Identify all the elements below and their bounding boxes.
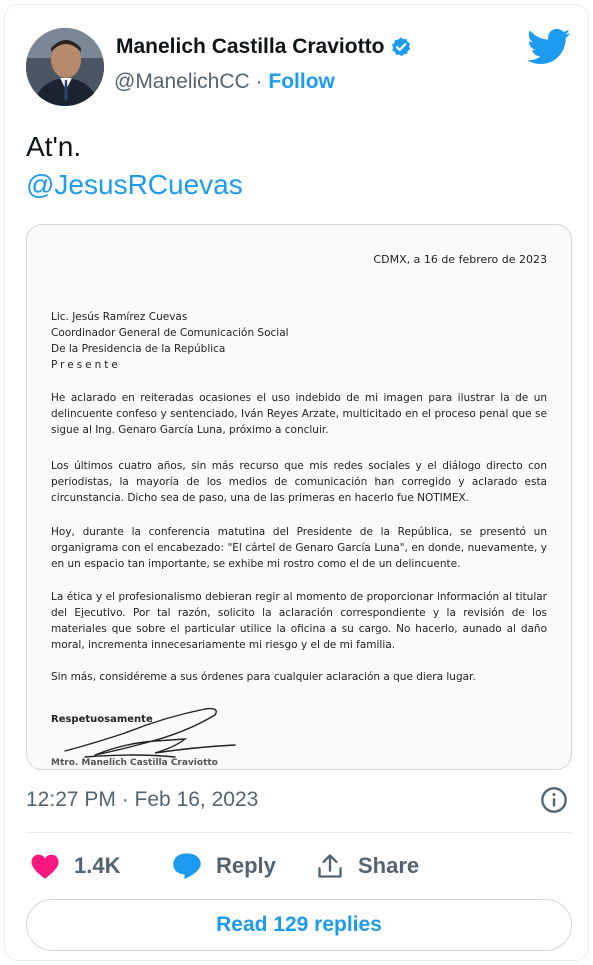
addressee-org: De la Presidencia de la República xyxy=(51,343,226,355)
reply-button[interactable] xyxy=(172,852,276,880)
letter-paragraph: He aclarado en reiteradas ocasiones el uso indebido de mi imagen para ilustrar la de un delincuente confeso y sentenciado, Iván Reyes Arzate, multicitado en el proceso penal que se sigue al Ing. Genaro García Luna, próximo a concluir. xyxy=(51,392,547,436)
share-label: Share xyxy=(358,853,420,878)
addressee-greeting: Presente xyxy=(51,359,121,371)
share-button[interactable] xyxy=(316,852,419,880)
mention-link[interactable]: @JesusRCuevas xyxy=(26,169,243,200)
letter-paragraph: La ética y el profesionalismo debieran regir al momento de proporcionar información al titular del Ejecutivo. Por tal razón, solicito la aclaración correspondiente y la revisión de los materiales que sobre el particular utilice la oficina a su cargo. No hacerlo, aunado al daño moral, incrementa innecesariamente mi riesgo y el de mi familia. xyxy=(51,591,547,651)
verified-badge-icon xyxy=(390,36,412,58)
addressee-name: Lic. Jesús Ramírez Cuevas xyxy=(51,311,188,323)
letter-closing: Respetuosamente xyxy=(51,714,153,725)
tweet-text-line: At'n. xyxy=(26,131,82,162)
speech-bubble-icon xyxy=(172,852,202,880)
letter-document xyxy=(27,225,571,769)
author-name[interactable]: Manelich Castilla Craviotto xyxy=(116,35,385,58)
tweet-media-image[interactable] xyxy=(26,224,572,770)
like-button[interactable] xyxy=(30,853,120,880)
author-handle[interactable]: @ManelichCC xyxy=(114,70,250,93)
addressee-title: Coordinador General de Comunicación Social xyxy=(51,327,289,339)
follow-button[interactable]: Follow xyxy=(268,70,335,93)
twitter-bird-icon[interactable] xyxy=(527,28,571,66)
handwritten-signature xyxy=(55,703,245,763)
heart-icon xyxy=(30,853,60,880)
letter-paragraph: Los últimos cuatro años, sin más recurso que mis redes sociales y el diálogo directo con periodistas, la mayoría de los medios de comunicación han corregido y aclarado esta circunstancia. Dicho sea de paso, una de las primeras en hacerlo fue NOTIMEX. xyxy=(51,460,547,504)
read-replies-button[interactable]: Read 129 replies xyxy=(26,899,572,951)
share-upload-icon xyxy=(316,852,344,880)
letter-paragraph: Hoy, durante la conferencia matutina del Presidente de la República, se presentó un organigrama con el encabezado: "El cártel de Genaro García Luna", en donde, nuevamente, y en un espacio tan importante, se exhibe mi rostro como el de un delincuente. xyxy=(51,526,547,570)
letter-addressee xyxy=(51,309,289,373)
letter-paragraph: Sin más, considéreme a sus órdenes para cualquier aclaración a que diera lugar. xyxy=(51,671,476,683)
avatar-image xyxy=(26,28,104,106)
info-icon[interactable] xyxy=(540,786,568,814)
like-count: 1.4K xyxy=(74,853,121,878)
tweet-actions xyxy=(26,848,420,884)
tweet-text xyxy=(26,128,243,204)
letter-signer: Mtro. Manelich Castilla Craviotto xyxy=(51,758,218,768)
divider xyxy=(26,832,572,833)
letter-date: CDMX, a 16 de febrero de 2023 xyxy=(373,253,547,266)
reply-label: Reply xyxy=(216,853,276,878)
author-avatar[interactable] xyxy=(26,28,104,106)
tweet-timestamp[interactable]: 12:27 PM · Feb 16, 2023 xyxy=(26,788,259,811)
handle-separator: · xyxy=(255,70,263,93)
